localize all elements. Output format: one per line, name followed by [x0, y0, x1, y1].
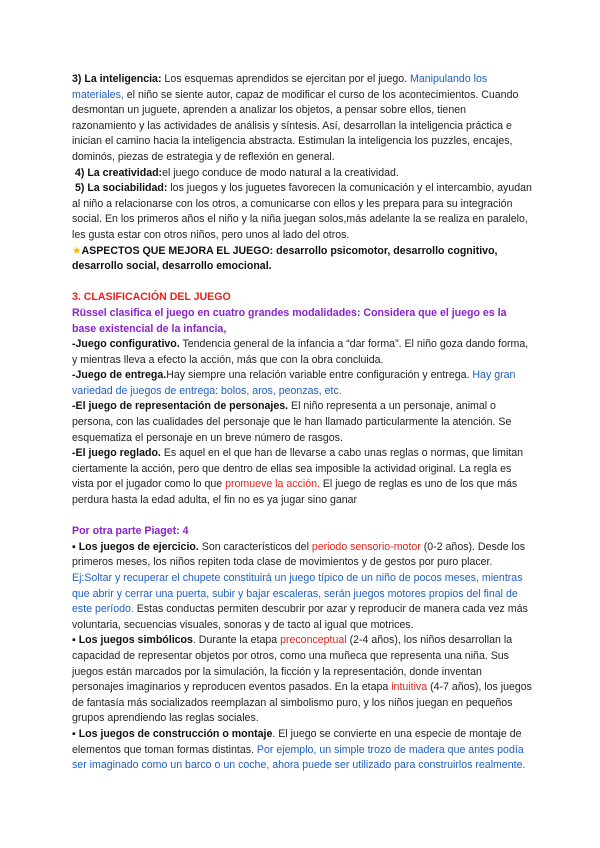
- item-juegos-construccion: ▪ Los juegos de construcción o montaje. El juego se convierte en una especie de montaje de elementos que toman formas distintas. Por ejemplo, un simple trozo de madera que antes podía ser imaginado como un barco o un coche, ahora puede ser utilizado para construirlos realmente.: [72, 727, 526, 772]
- heading-sociabilidad: 5) La sociabilidad:: [74, 182, 168, 195]
- star-icon: ★: [72, 244, 82, 257]
- paragraph-aspectos: ★ASPECTOS QUE MEJORA EL JUEGO: desarrollo psicomotor, desarrollo cognitivo, desarrollo social, desarrollo emocional.: [72, 244, 498, 273]
- item-juego-representacion: -El juego de representación de personajes. El niño representa a un personaje, animal o persona, con las cualidades del personaje que le han llamado particularmente la atención. Se esquematiza el personaje en un breve número de rasgos.: [72, 400, 512, 444]
- item-juego-reglado: -El juego reglado. Es aquel en el que han de llevarse a cabo unas reglas o normas, que limitan ciertamente la acción, pero que dentro de ellas sea imposible la actividad original. La regla es vista por el jugador como lo que promueve la acción. El juego de reglas es uno de los que más perdura hasta la edad adulta, el fin no es ya jugar sino ganar: [72, 447, 524, 507]
- section-heading: 3. CLASIFICACIÓN DEL JUEGO: [72, 291, 231, 304]
- item-juegos-simbolicos: ▪ Los juegos simbólicos. Durante la etapa preconceptual (2-4 años), los niños desarrollan la capacidad de representar objetos por otros, como una muñeca que representa una niña. Sus juegos están marcados por la simulación, la ficción y la representación, donde inventan personajes imaginarios y reproducen eventos pasados. En la etapa intuitiva (4-7 años), los juegos de fantasía más socializados reemplazan al simbolismo puro, y los niños juegan en pequeños grupos aprendiendo las reglas sociales.: [72, 634, 532, 725]
- item-juego-configurativo: -Juego configurativo. Tendencia general de la infancia a “dar forma”. El niño goza dando forma, y mientras lleva a efecto la acción, más que con la obra concluida.: [72, 338, 529, 366]
- paragraph-inteligencia: 3) La inteligencia: Los esquemas aprendidos se ejercitan por el juego. Manipulando los materiales, el niño se siente autor, capaz de modificar el curso de los acontecimientos. Cuando desmontan un juguete, aprenden a analizar los objetos, a pensar sobre ellos, tienen razonamiento y las actividades de análisis y síntesis. Así, desarrollan la inteligencia práctica e inician el camino hacia la inteligencia abstracta. Estimulan la inteligencia los puzzles, encajes, dominós, piezas de estrategia y de reflexión en general.: [72, 73, 519, 163]
- paragraph-sociabilidad: 5) La sociabilidad: los juegos y los juguetes favorecen la comunicación y el intercambio, ayudan al niño a relacionarse con los otros, a comunicarse con ellos y les prepara para su integración social. En los primeros años el niño y la niña juegan solos,más adelante la se realiza en paralelo, les gusta estar con otros niños, pero unos al lado del otros.: [72, 182, 532, 241]
- piaget-heading: Por otra parte Piaget: 4: [72, 525, 189, 538]
- item-juego-entrega: -Juego de entrega.Hay siempre una relación variable entre configuración y entrega. Hay gran variedad de juegos de entrega: bolos, aros, peonzas, etc.: [72, 369, 516, 397]
- spacer: [72, 509, 532, 525]
- heading-creatividad: 4) La creatividad:: [74, 166, 163, 179]
- russel-statement: Rüssel clasifica el juego en cuatro grandes modalidades: Considera que el juego es la base existencial de la infancia,: [72, 306, 507, 335]
- paragraph-creatividad: 4) La creatividad:el juego conduce de modo natural a la creatividad.: [74, 166, 399, 179]
- item-juegos-ejercicio: ▪ Los juegos de ejercicio. Son característicos del periodo sensorio-motor (0-2 años). Desde los primeros meses, los niños repiten toda clase de movimientos y de gestos por puro placer. Ej:Soltar y recuperar el chupete constituirá un juego típico de un niño de pocos meses, mientras que abrir y cerrar una puerta, subir y bajar escaleras, serán juegos motores propios del final de este período. Estas conductas permiten descubrir por azar y reproducir de manera cada vez más voluntaria, secuencias visuales, sonoras y de tacto al igual que motrices.: [72, 540, 528, 631]
- document-page: [72, 72, 532, 774]
- spacer: [72, 275, 532, 291]
- heading-inteligencia: 3) La inteligencia:: [72, 73, 162, 85]
